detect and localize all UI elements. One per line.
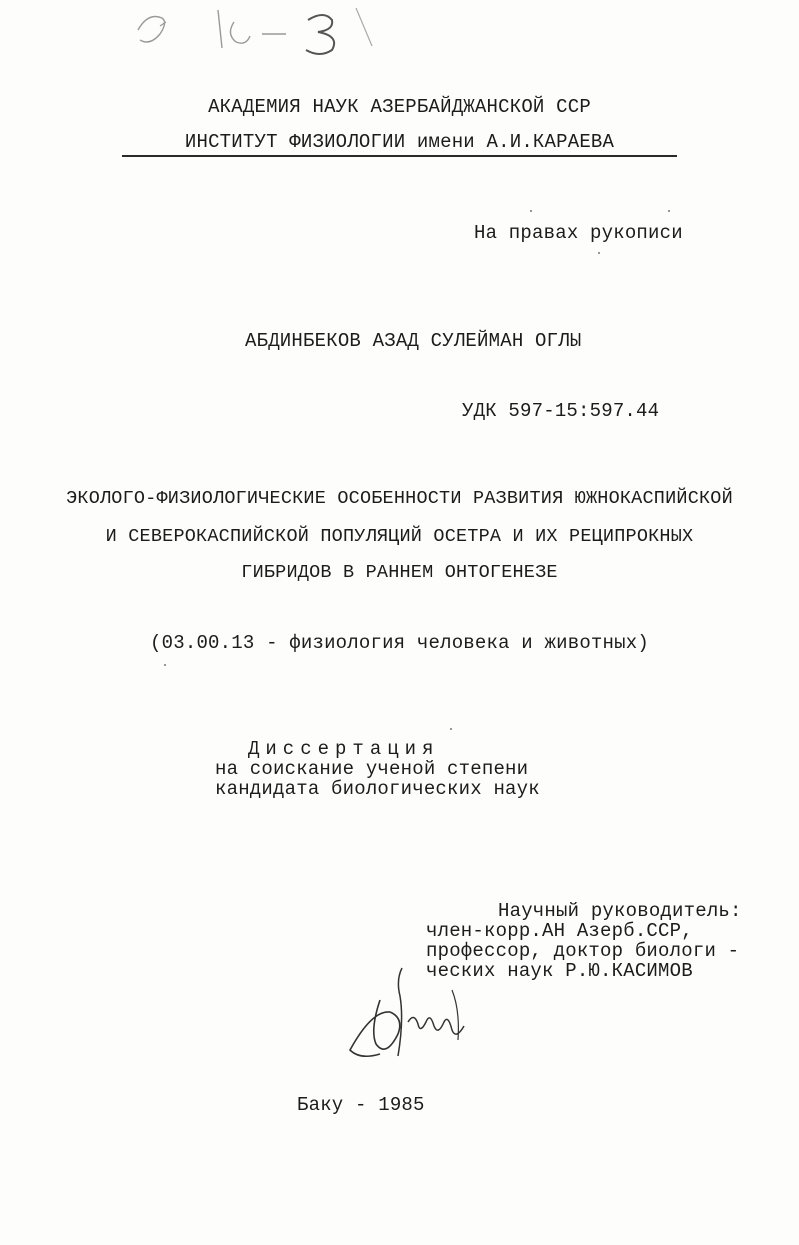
title-line-3: ГИБРИДОВ В РАННЕМ ОНТОГЕНЕЗЕ xyxy=(241,562,558,583)
supervisor-label: Научный руководитель: xyxy=(498,900,742,922)
degree-line-1: на соискание ученой степени xyxy=(215,758,529,780)
supervisor-degree-1: профессор, доктор биологи - xyxy=(426,940,740,962)
udc-code: УДК 597-15:597.44 xyxy=(462,400,660,422)
paper-speck xyxy=(164,664,166,666)
dissertation-label: Диссертация xyxy=(248,738,440,760)
header-divider xyxy=(122,155,677,157)
place-and-year: Баку - 1985 xyxy=(297,1094,425,1116)
paper-speck xyxy=(668,210,670,212)
handwritten-archive-note xyxy=(120,0,380,70)
paper-speck xyxy=(598,252,600,254)
rights-note: На правах рукописи xyxy=(474,222,683,244)
title-line-1: ЭКОЛОГО-ФИЗИОЛОГИЧЕСКИЕ ОСОБЕННОСТИ РАЗВИТИЯ ЮЖНОКАСПИЙСКОЙ xyxy=(66,488,733,509)
degree-line-2: кандидата биологических наук xyxy=(215,778,540,800)
title-line-2: И СЕВЕРОКАСПИЙСКОЙ ПОПУЛЯЦИЙ ОСЕТРА И ИХ РЕЦИПРОКНЫХ xyxy=(105,526,694,547)
handwritten-signature xyxy=(340,960,480,1080)
author-name: АБДИНБЕКОВ АЗАД СУЛЕЙМАН ОГЛЫ xyxy=(245,330,582,352)
institute-name: ИНСТИТУТ ФИЗИОЛОГИИ имени А.И.КАРАЕВА xyxy=(184,131,615,153)
supervisor-degree-2: ческих наук Р.Ю.КАСИМОВ xyxy=(426,960,693,982)
specialty-code: (03.00.13 - физиология человека и животных) xyxy=(150,632,649,654)
supervisor-title: член-корр.АН Азерб.ССР, xyxy=(426,920,693,942)
paper-speck xyxy=(530,210,532,212)
paper-speck xyxy=(450,728,452,730)
academy-name: АКАДЕМИЯ НАУК АЗЕРБАЙДЖАНСКОЙ ССР xyxy=(208,96,591,118)
